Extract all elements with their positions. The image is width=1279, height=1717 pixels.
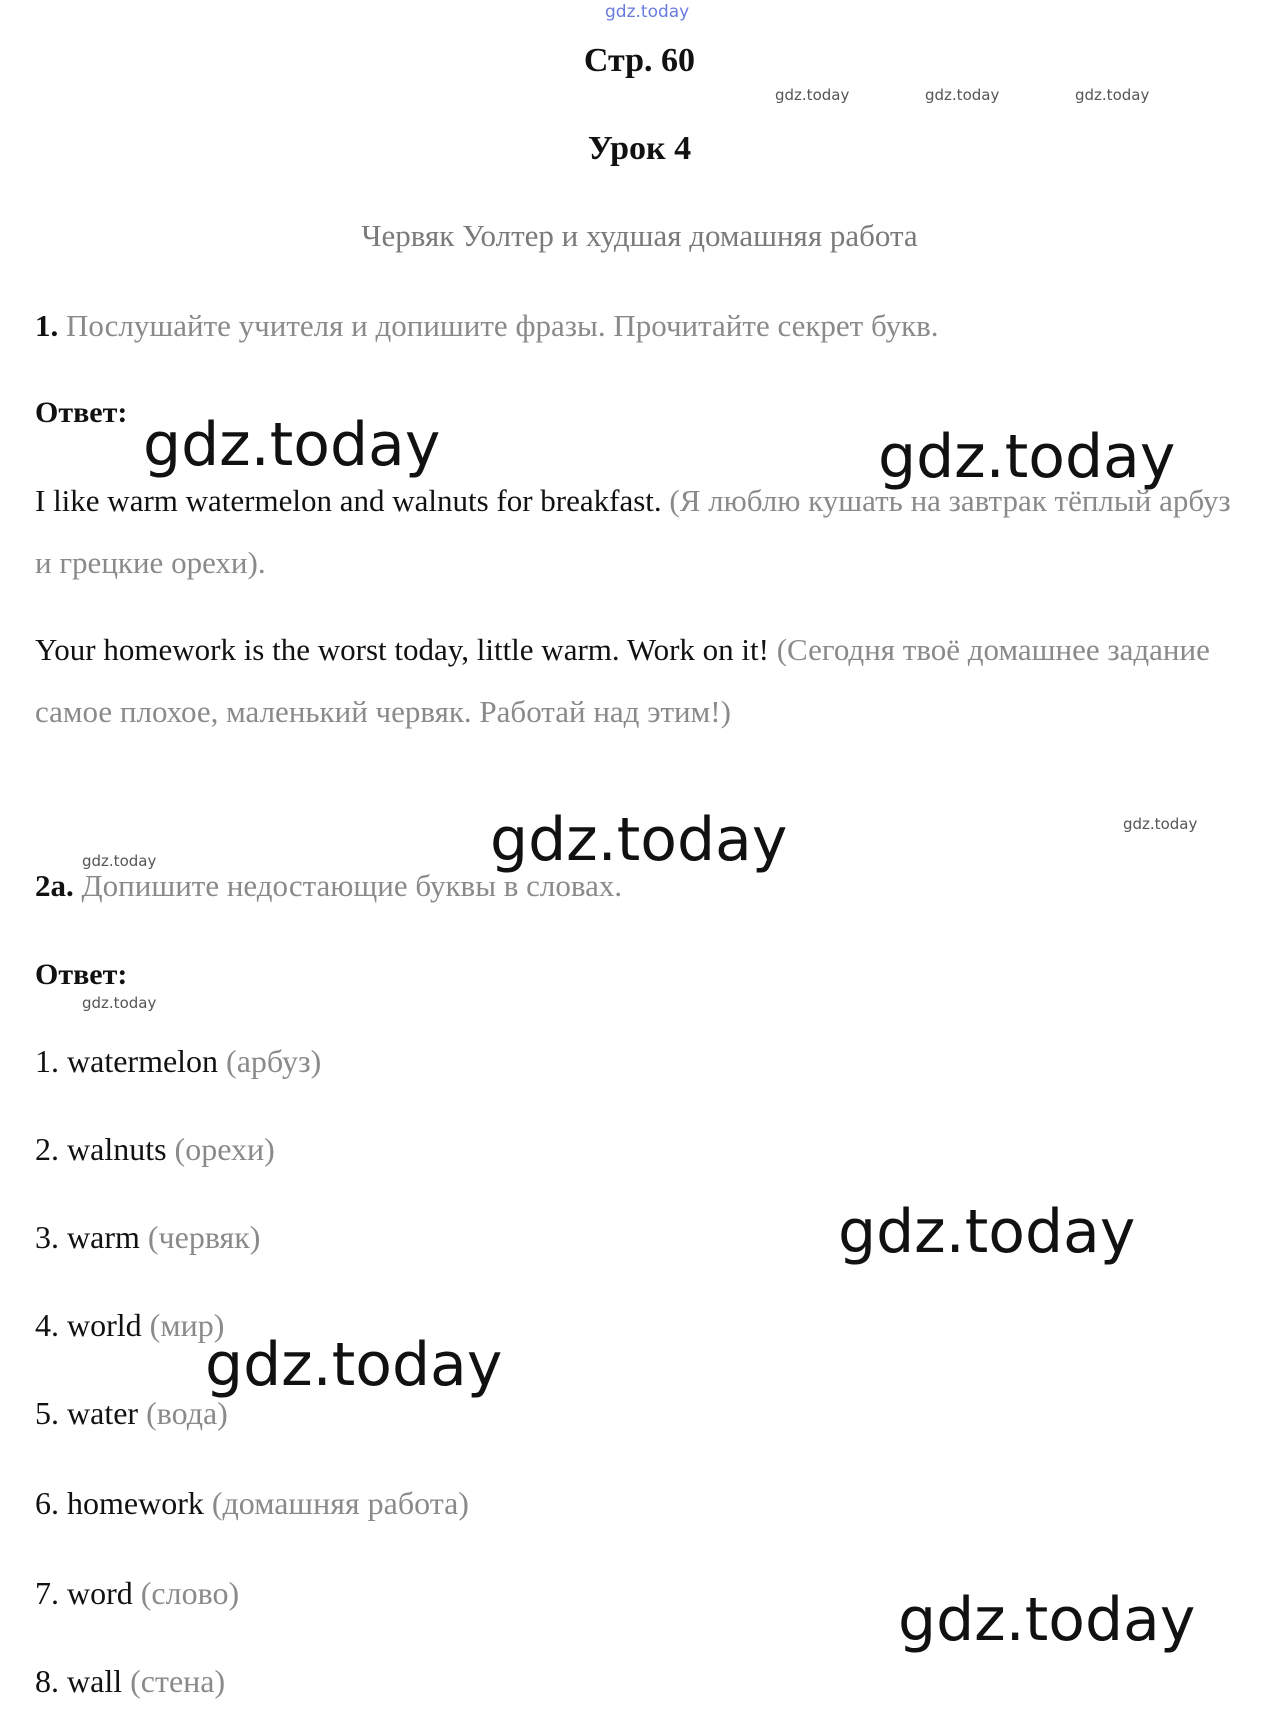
watermark-small: gdz.today: [82, 994, 157, 1012]
watermark-small: gdz.today: [1075, 86, 1150, 104]
task-1-heading: [35, 308, 939, 344]
task-1-answer-label: Ответ:: [35, 396, 128, 429]
list-item: 2. walnuts (орехи): [35, 1131, 275, 1167]
lesson-subtitle: Червяк Уолтер и худшая домашняя работа: [361, 218, 918, 253]
answer-sentence-2: [35, 619, 1235, 743]
list-item: 8. wall (стена): [35, 1663, 226, 1699]
task-2a-number: 2а.: [35, 868, 74, 903]
watermark-small: gdz.today: [1123, 815, 1198, 833]
answer-sentence-1: [35, 470, 1235, 594]
list-item: 1. watermelon (арбуз): [35, 1043, 322, 1079]
sentence-ru: (Сегодня твоё домашнее задание самое плохое, маленький червяк. Работай над этим!): [35, 632, 1210, 729]
watermark-large: gdz.today: [878, 422, 1176, 492]
list-item: 4. world (мир): [35, 1307, 225, 1343]
watermark-small: gdz.today: [925, 86, 1000, 104]
list-item: 7. word (слово): [35, 1575, 240, 1611]
watermark-large: gdz.today: [838, 1197, 1136, 1267]
task-1-text: Послушайте учителя и допишите фразы. Прочитайте секрет букв.: [66, 308, 939, 343]
list-item: 5. water (вода): [35, 1395, 228, 1431]
task-2a-answer-label: Ответ:: [35, 958, 128, 991]
watermark-large: gdz.today: [898, 1585, 1196, 1655]
lesson-title: Урок 4: [587, 130, 692, 167]
task-1-number: 1.: [35, 308, 59, 343]
watermark-large: gdz.today: [490, 805, 788, 875]
task-2a-text: Допишите недостающие буквы в словах.: [81, 868, 623, 903]
watermark-large: gdz.today: [143, 410, 441, 480]
watermark-large: gdz.today: [205, 1330, 503, 1400]
sentence-ru: (Я люблю кушать на завтрак тёплый арбуз и грецкие орехи).: [35, 483, 1231, 580]
page-number: Стр. 60: [583, 42, 696, 79]
list-item: 3. warm (червяк): [35, 1219, 261, 1255]
watermark-small: gdz.today: [82, 852, 157, 870]
sentence-en: I like warm watermelon and walnuts for breakfast.: [35, 483, 662, 518]
sentence-en: Your homework is the worst today, little warm. Work on it!: [35, 632, 769, 667]
watermark-small: gdz.today: [775, 86, 850, 104]
watermark-top: gdz.today: [605, 2, 690, 22]
list-item: 6. homework (домашняя работа): [35, 1485, 469, 1521]
task-2a-heading: [35, 868, 622, 904]
